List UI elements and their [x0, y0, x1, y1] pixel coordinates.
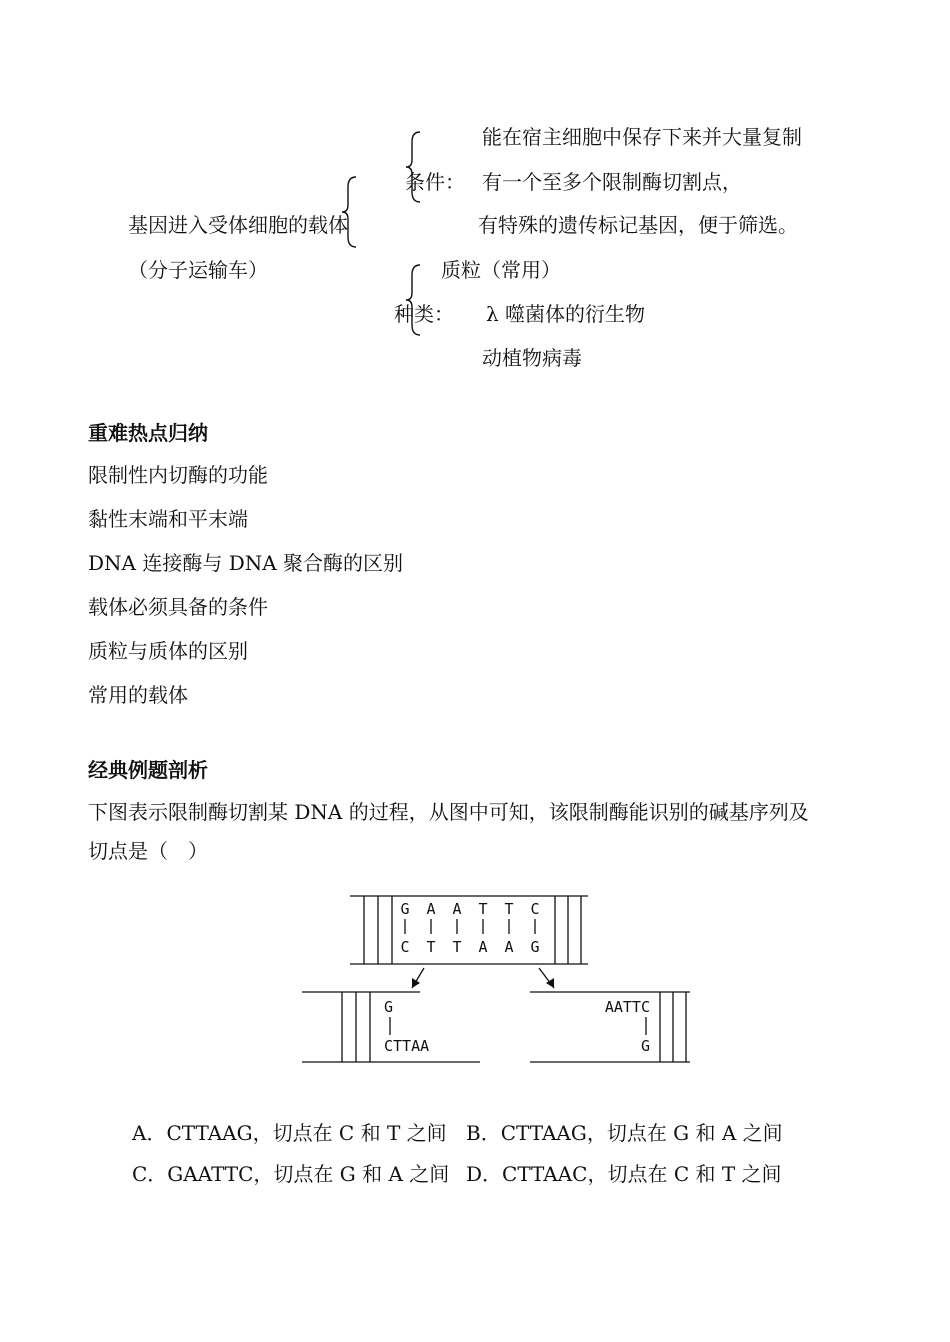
key-points-heading: 重难热点归纳 [88, 421, 208, 445]
type-item: λ 噬菌体的衍生物 [486, 302, 646, 326]
outline-root-note: （分子运输车） [128, 258, 268, 282]
bottom-base: G [530, 938, 540, 956]
right-fragment-top: AATTC [604, 998, 650, 1016]
option-b: B．CTTAAG，切点在 G 和 A 之间 [466, 1121, 783, 1145]
top-base: A [426, 900, 436, 918]
left-fragment-bottom: CTTAA [384, 1037, 430, 1055]
top-base: T [478, 900, 488, 918]
question-line: 切点是（ ） [88, 839, 208, 863]
top-base: A [452, 900, 462, 918]
key-point-item: DNA 连接酶与 DNA 聚合酶的区别 [88, 551, 404, 575]
bottom-base: A [504, 938, 514, 956]
left-fragment-top: G [384, 998, 394, 1016]
outline-root: 基因进入受体细胞的载体 [128, 213, 348, 237]
key-point-item: 质粒与质体的区别 [88, 639, 248, 663]
option-d: D．CTTAAC，切点在 C 和 T 之间 [466, 1162, 782, 1186]
type-item: 质粒（常用） [441, 258, 561, 282]
bottom-base: T [426, 938, 436, 956]
top-base: G [400, 900, 410, 918]
top-base: C [530, 900, 540, 918]
outline-brace-types [404, 263, 424, 338]
key-point-item: 常用的载体 [88, 683, 188, 707]
example-heading: 经典例题剖析 [88, 758, 208, 782]
outline-brace-main [340, 175, 360, 250]
condition-item: 有特殊的遗传标记基因，便于筛选。 [478, 213, 798, 237]
types-label: 种类： [394, 302, 454, 326]
top-base: T [504, 900, 514, 918]
condition-item: 能在宿主细胞中保存下来并大量复制 [482, 125, 802, 149]
bottom-base: A [478, 938, 488, 956]
right-fragment-bottom: G [640, 1037, 650, 1055]
key-point-item: 黏性末端和平末端 [88, 507, 248, 531]
key-point-item: 限制性内切酶的功能 [88, 463, 268, 487]
key-point-item: 载体必须具备的条件 [88, 595, 268, 619]
bottom-base: T [452, 938, 462, 956]
dna-cut-figure [300, 888, 700, 1068]
type-item: 动植物病毒 [482, 346, 582, 370]
conditions-label: 条件： [405, 170, 465, 194]
condition-item: 有一个至多个限制酶切割点， [482, 170, 742, 194]
option-c: C．GAATTC，切点在 G 和 A 之间 [132, 1162, 450, 1186]
bottom-base: C [400, 938, 410, 956]
option-a: A．CTTAAG，切点在 C 和 T 之间 [132, 1121, 447, 1145]
question-line: 下图表示限制酶切割某 DNA 的过程，从图中可知，该限制酶能识别的碱基序列及 [88, 800, 809, 824]
